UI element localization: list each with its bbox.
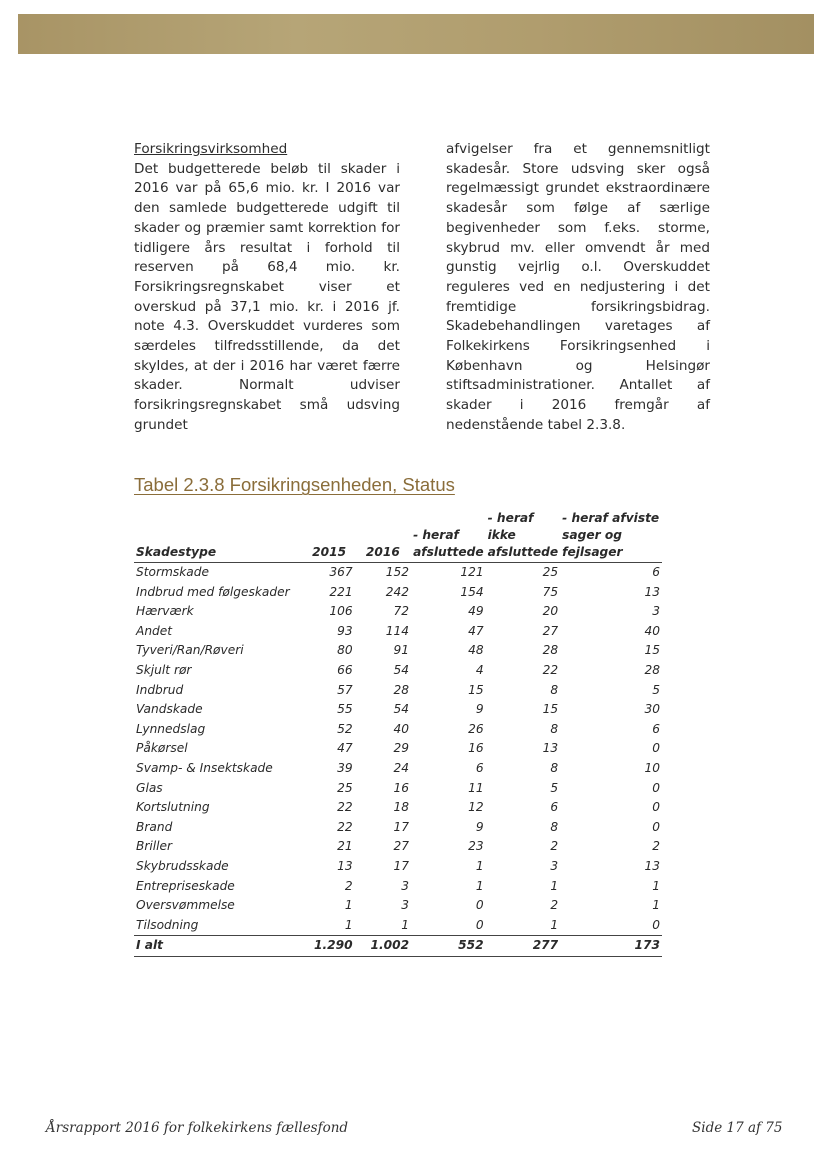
cell-value: 6: [475, 760, 484, 775]
section-heading: Forsikringsvirksomhed: [134, 141, 288, 157]
cell-value: 28: [542, 643, 559, 658]
cell-value: 29: [393, 741, 410, 756]
cell-value: 15: [468, 682, 484, 697]
cell-value: 40: [393, 721, 410, 736]
cell-value: 66: [337, 662, 353, 677]
cell-type: Stormskade: [136, 565, 209, 579]
cell-value: 2: [550, 839, 559, 854]
cell-value: 2: [550, 898, 559, 913]
table-row: [134, 681, 662, 701]
cell-value: 5: [550, 780, 559, 795]
cell-value: 25: [337, 780, 353, 795]
cell-value: 13: [337, 858, 353, 873]
table-row: [134, 720, 662, 740]
cell-value: 16: [393, 780, 410, 795]
cell-value: 1: [652, 898, 660, 913]
cell-value: 173: [560, 936, 662, 957]
cell-value: 28: [644, 662, 660, 677]
cell-value: 15: [542, 702, 559, 717]
cell-value: 8: [550, 682, 559, 697]
cell-value: 12: [468, 800, 484, 815]
cell-value: 1.290: [304, 936, 355, 957]
cell-value: 18: [393, 800, 410, 815]
col-header-2016: 2016: [365, 545, 400, 559]
cell-value: 8: [550, 721, 559, 736]
cell-value: 1: [550, 917, 559, 932]
body-paragraph-left: Det budgetterede beløb til skader i 2016 var på 65,6 mio. kr. I 2016 var den samlede budgetterede udgift til skader og præmier samt korrektion for tidligere års resultat i forhold til reserven på 68,4 mio. kr. Forsikringsregnskabet viser et overskud på 37,1 mio. kr. i 2016 jf. note 4.3. Overskuddet vurderes som særdeles tilfredsstillende, da det skyldes, at der i 2016 har været færre skader. Normalt udviser forsikringsregnskabet små udsving grundet: [134, 160, 400, 433]
footer-report-title: Årsrapport 2016 for folkekirkens fællesfond: [46, 1120, 349, 1136]
table-row: [134, 563, 662, 583]
cell-value: 13: [644, 584, 660, 599]
cell-type: Glas: [136, 780, 163, 795]
cell-type: Skjult rør: [136, 662, 192, 677]
cell-value: 6: [550, 800, 559, 815]
cell-type: Indbrud med følgeskader: [136, 584, 290, 599]
cell-value: 39: [337, 760, 353, 775]
cell-value: 3: [401, 898, 410, 913]
cell-value: 1: [475, 858, 484, 873]
cell-value: 0: [652, 819, 660, 834]
col-header-rejected: - heraf afviste sager og fejlsager: [562, 511, 660, 559]
cell-value: 1: [344, 898, 353, 913]
cell-value: 11: [468, 780, 484, 795]
table-row: [134, 779, 662, 799]
table-row: [134, 916, 662, 936]
table-header-row: [134, 510, 662, 563]
cell-value: 54: [393, 702, 410, 717]
cell-value: 16: [468, 741, 484, 756]
footer-page-number: Side 17 af 75: [692, 1120, 783, 1136]
cell-type: Kortslutning: [136, 800, 210, 815]
cell-value: 3: [652, 604, 660, 619]
table-row: [134, 739, 662, 759]
cell-value: 8: [550, 819, 559, 834]
cell-value: 0: [475, 898, 484, 913]
cell-value: 1: [344, 917, 353, 932]
cell-type: Vandskade: [136, 702, 203, 717]
cell-value: 22: [542, 662, 559, 677]
cell-value: 47: [468, 623, 484, 638]
cell-value: 1: [475, 878, 484, 893]
cell-value: 17: [393, 819, 410, 834]
cell-value: 2: [652, 839, 660, 854]
cell-value: 0: [652, 780, 660, 795]
cell-value: 6: [652, 565, 660, 579]
table-row: [134, 641, 662, 661]
table-row: [134, 896, 662, 916]
cell-value: 1.002: [355, 936, 411, 957]
table-body: [134, 563, 662, 957]
cell-value: 20: [542, 604, 559, 619]
cell-value: 10: [644, 760, 660, 775]
cell-value: 154: [460, 584, 484, 599]
cell-type: Skybrudsskade: [136, 858, 229, 873]
cell-type: Hærværk: [136, 604, 194, 619]
cell-value: 114: [385, 623, 410, 638]
cell-value: 5: [652, 682, 660, 697]
cell-value: 54: [393, 662, 410, 677]
cell-value: 22: [337, 819, 353, 834]
cell-value: 23: [468, 839, 484, 854]
cell-type: I alt: [134, 936, 304, 957]
cell-value: 221: [329, 584, 353, 599]
cell-value: 91: [393, 643, 410, 658]
cell-value: 3: [550, 858, 559, 873]
cell-type: Entrepriseskade: [136, 878, 235, 893]
cell-value: 0: [652, 741, 660, 756]
cell-type: Brand: [136, 819, 173, 834]
cell-value: 21: [337, 839, 353, 854]
cell-value: 121: [460, 565, 484, 579]
header-decorative-bar: [18, 14, 814, 54]
cell-value: 27: [393, 839, 410, 854]
cell-value: 22: [337, 800, 353, 815]
cell-value: 47: [337, 741, 353, 756]
cell-value: 15: [644, 643, 660, 658]
table-row: [134, 877, 662, 897]
cell-value: 0: [652, 917, 660, 932]
cell-value: 27: [542, 623, 559, 638]
cell-value: 28: [393, 682, 410, 697]
cell-value: 30: [644, 702, 660, 717]
table-title: Tabel 2.3.8 Forsikringsenheden, Status: [134, 474, 455, 495]
claims-status-table: [134, 510, 662, 957]
cell-value: 57: [337, 682, 353, 697]
cell-value: 2: [344, 878, 353, 893]
cell-value: 17: [393, 858, 410, 873]
cell-value: 55: [337, 702, 353, 717]
table-row: [134, 857, 662, 877]
cell-value: 0: [652, 800, 660, 815]
cell-value: 242: [385, 584, 410, 599]
cell-value: 52: [337, 721, 353, 736]
cell-value: 8: [550, 760, 559, 775]
cell-value: 1: [652, 878, 660, 893]
cell-value: 152: [385, 565, 410, 579]
cell-type: Oversvømmelse: [136, 898, 235, 913]
cell-value: 6: [652, 721, 660, 736]
col-header-type: Skadestype: [136, 545, 217, 559]
cell-value: 75: [542, 584, 559, 599]
cell-value: 0: [475, 917, 484, 932]
cell-value: 9: [475, 702, 484, 717]
cell-type: Tilsodning: [136, 917, 199, 932]
cell-value: 106: [329, 604, 353, 619]
table-row: [134, 661, 662, 681]
cell-value: 367: [329, 565, 353, 579]
table-row: [134, 700, 662, 720]
cell-value: 13: [542, 741, 559, 756]
body-column-left: [134, 140, 400, 436]
table-row: [134, 837, 662, 857]
cell-value: 1: [401, 917, 410, 932]
cell-value: 13: [644, 858, 660, 873]
cell-value: 24: [393, 760, 410, 775]
cell-type: Briller: [136, 839, 173, 854]
cell-type: Påkørsel: [136, 741, 188, 756]
cell-value: 80: [337, 643, 353, 658]
body-paragraph-right: afvigelser fra et gennemsnitligt skadesår. Store udsving sker også regelmæssigt grundet ekstraordinære skadesår som følge af særlige begivenheder som f.eks. storme, skybrud mv. eller omvendt år med gunstig vejrlig o.l. Overskuddet reguleres ved en nedjustering i det fremtidige forsikringsbidrag. Skadebehandlingen varetages af Folkekirkens Forsikringsenhed i København og Helsingør stiftsadministrationer. Antallet af skader i 2016 fremgår af nedenstående tabel 2.3.8.: [446, 141, 710, 433]
cell-value: 49: [468, 604, 484, 619]
cell-value: 3: [401, 878, 410, 893]
cell-value: 277: [486, 936, 561, 957]
cell-value: 40: [644, 623, 660, 638]
col-header-2015: 2015: [312, 545, 347, 559]
cell-value: 93: [337, 623, 353, 638]
cell-type: Andet: [136, 623, 173, 638]
table-row: [134, 622, 662, 642]
body-column-right: [446, 140, 710, 436]
cell-type: Tyveri/Ran/Røveri: [136, 643, 244, 658]
cell-value: 552: [411, 936, 486, 957]
cell-value: 1: [550, 878, 559, 893]
cell-value: 72: [393, 604, 410, 619]
table-row: [134, 602, 662, 622]
cell-value: 4: [475, 662, 484, 677]
col-header-open: - heraf ikke afsluttede: [487, 511, 559, 559]
cell-value: 9: [475, 819, 484, 834]
table-total-row: [134, 936, 662, 957]
cell-type: Indbrud: [136, 682, 184, 697]
table-row: [134, 798, 662, 818]
table-row: [134, 759, 662, 779]
cell-value: 25: [542, 565, 559, 579]
cell-type: Svamp- & Insektskade: [136, 760, 273, 775]
table-row: [134, 818, 662, 838]
cell-value: 26: [468, 721, 484, 736]
cell-value: 48: [468, 643, 484, 658]
table-row: [134, 583, 662, 603]
cell-type: Lynnedslag: [136, 721, 206, 736]
col-header-closed: - heraf afsluttede: [413, 528, 484, 559]
